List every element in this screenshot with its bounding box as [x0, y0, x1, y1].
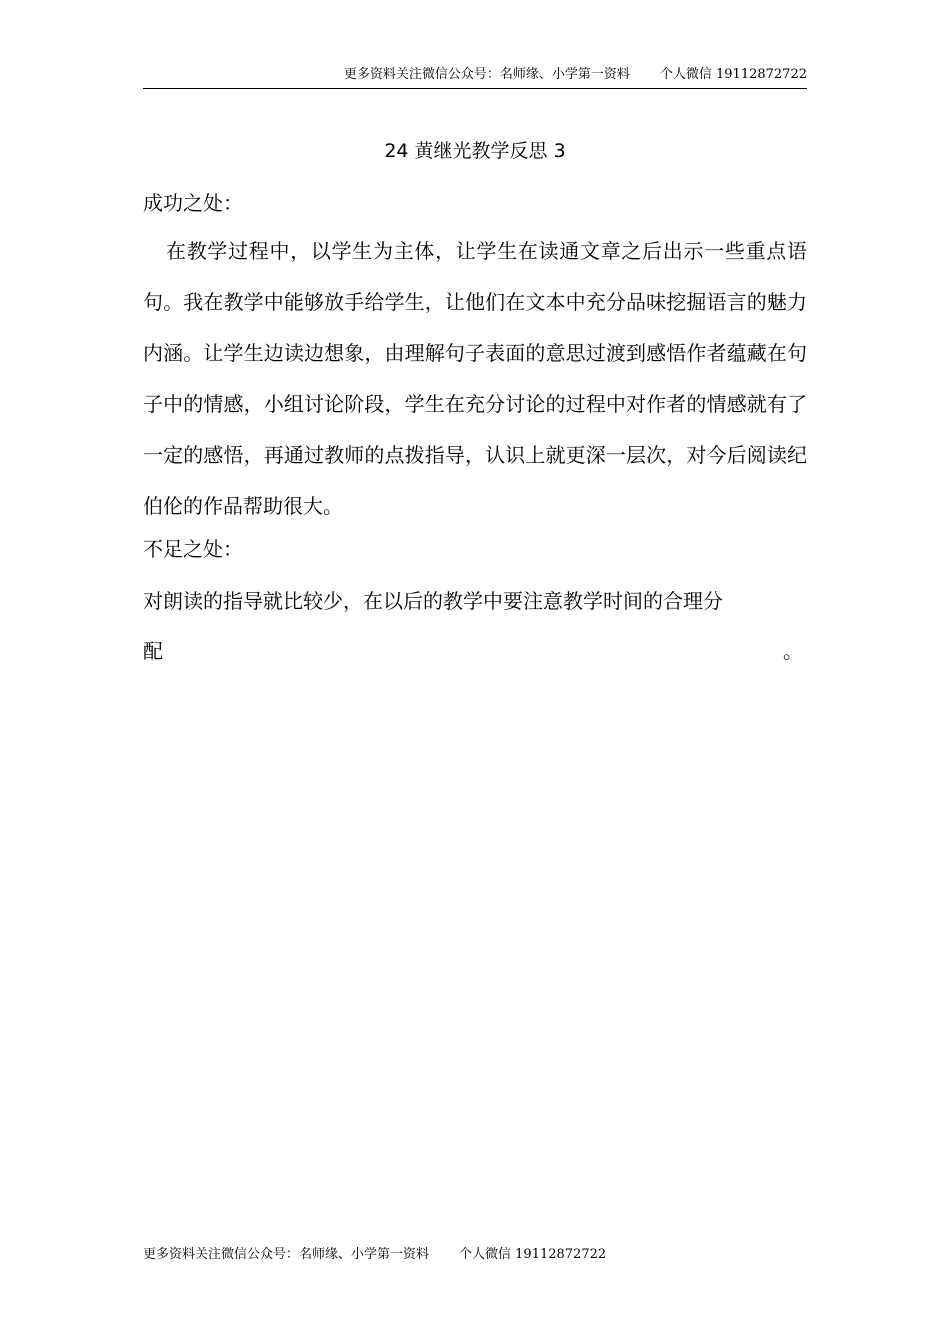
section-body-success: 在教学过程中，以学生为主体，让学生在读通文章之后出示一些重点语句。我在教学中能够放手给学生，让他们在文本中充分品味挖掘语言的魅力内涵。让学生边读边想象，由理解句子表面的意思过渡到感悟作者蕴藏在句子中的情感，小组讨论阶段，学生在充分讨论的过程中对作者的情感就有了一定的感悟，再通过教师的点拨指导，认识上就更深一层次，对今后阅读纪伯伦的作品帮助很大。 — [143, 239, 807, 518]
page-footer — [143, 1246, 606, 1264]
section-body-shortcoming: 对朗读的指导就比较少，在以后的教学中要注意教学时间的合理分 — [143, 589, 723, 613]
section-body-shortcoming-end: 配 — [143, 639, 163, 663]
section-heading-success: 成功之处： — [143, 191, 243, 215]
section-heading-shortcoming: 不足之处： — [143, 537, 243, 561]
page-header — [143, 66, 807, 89]
section-body-period: 。 — [783, 639, 803, 663]
footer-left-text: 更多资料关注微信公众号：名师缘、小学第一资料 — [143, 1247, 430, 1262]
header-right-text: 个人微信 19112872722 — [659, 67, 807, 82]
document-title: 24 黄继光教学反思 3 — [384, 140, 566, 162]
footer-right-text: 个人微信 19112872722 — [459, 1247, 607, 1262]
header-left-text: 更多资料关注微信公众号：名师缘、小学第一资料 — [343, 67, 630, 82]
